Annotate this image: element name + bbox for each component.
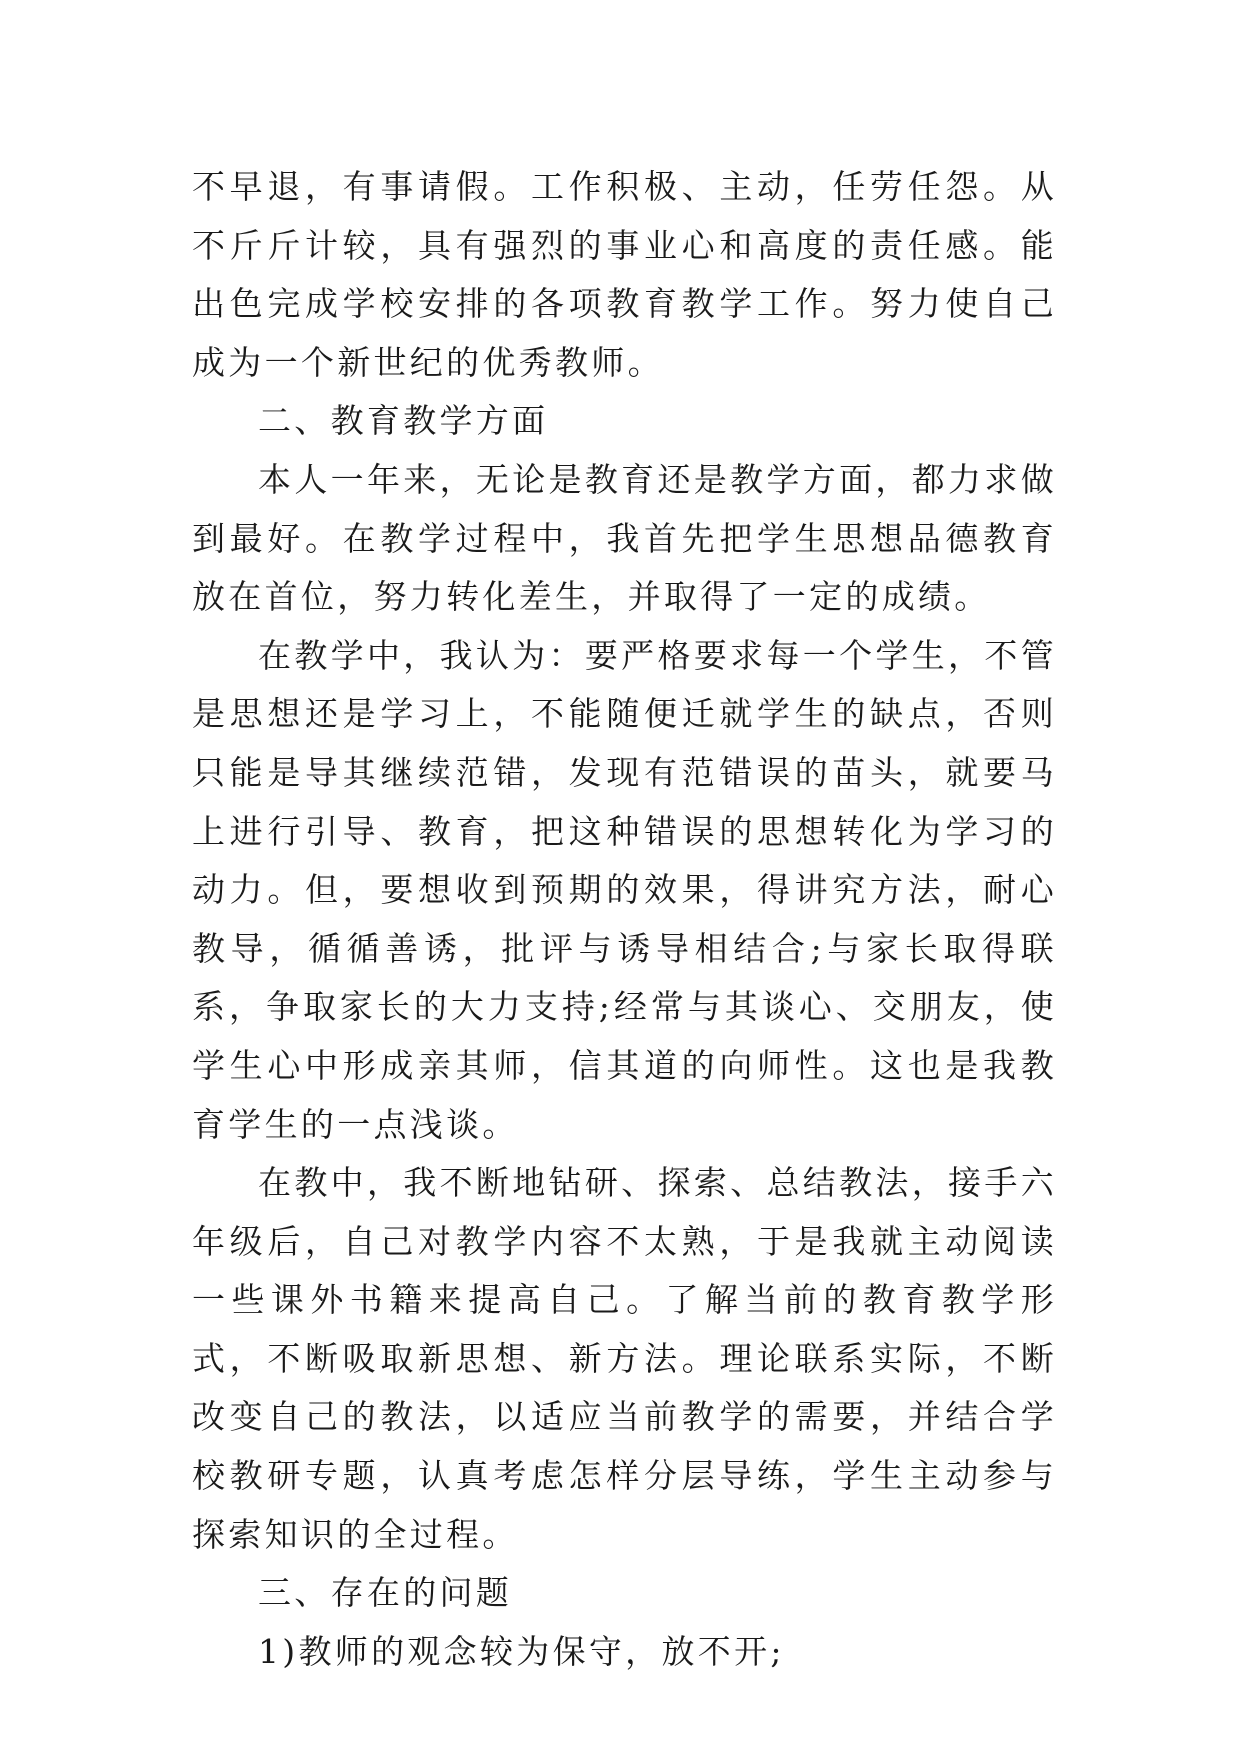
section-heading-problems: 三、存在的问题 — [258, 1573, 513, 1613]
paragraph-continuation: 不早退，有事请假。工作积极、主动，任劳任怨。从不斤斤计较，具有强烈的事业心和高度的责任感。能出色完成学校安排的各项教育教学工作。努力使自己成为一个新世纪的优秀教师。 — [192, 167, 1057, 382]
paragraph-teaching-overview: 本人一年来，无论是教育还是教学方面，都力求做到最好。在教学过程中，我首先把学生思想品德教育放在首位，努力转化差生，并取得了一定的成绩。 — [192, 459, 1057, 617]
document-body — [192, 158, 1057, 1681]
paragraph-problem-1: 1)教师的观念较为保守，放不开; — [258, 1631, 785, 1671]
section-heading-teaching: 二、教育教学方面 — [258, 401, 549, 441]
paragraph-student-guidance: 在教学中，我认为：要严格要求每一个学生，不管是思想还是学习上，不能随便迁就学生的缺点，否则只能是导其继续范错，发现有范错误的苗头，就要马上进行引导、教育，把这种错误的思想转化为学习的动力。但，要想收到预期的效果，得讲究方法，耐心教导，循循善诱，批评与诱导相结合;与家长取得联系，争取家长的大力支持;经常与其谈心、交朋友，使学生心中形成亲其师，信其道的向师性。这也是我教育学生的一点浅谈。 — [192, 635, 1057, 1144]
paragraph-teaching-methods: 在教中，我不断地钻研、探索、总结教法，接手六年级后，自己对教学内容不太熟，于是我就主动阅读一些课外书籍来提高自己。了解当前的教育教学形式，不断吸取新思想、新方法。理论联系实际，不断改变自己的教法，以适应当前教学的需要，并结合学校教研专题，认真考虑怎样分层导练，学生主动参与探索知识的全过程。 — [192, 1163, 1057, 1554]
